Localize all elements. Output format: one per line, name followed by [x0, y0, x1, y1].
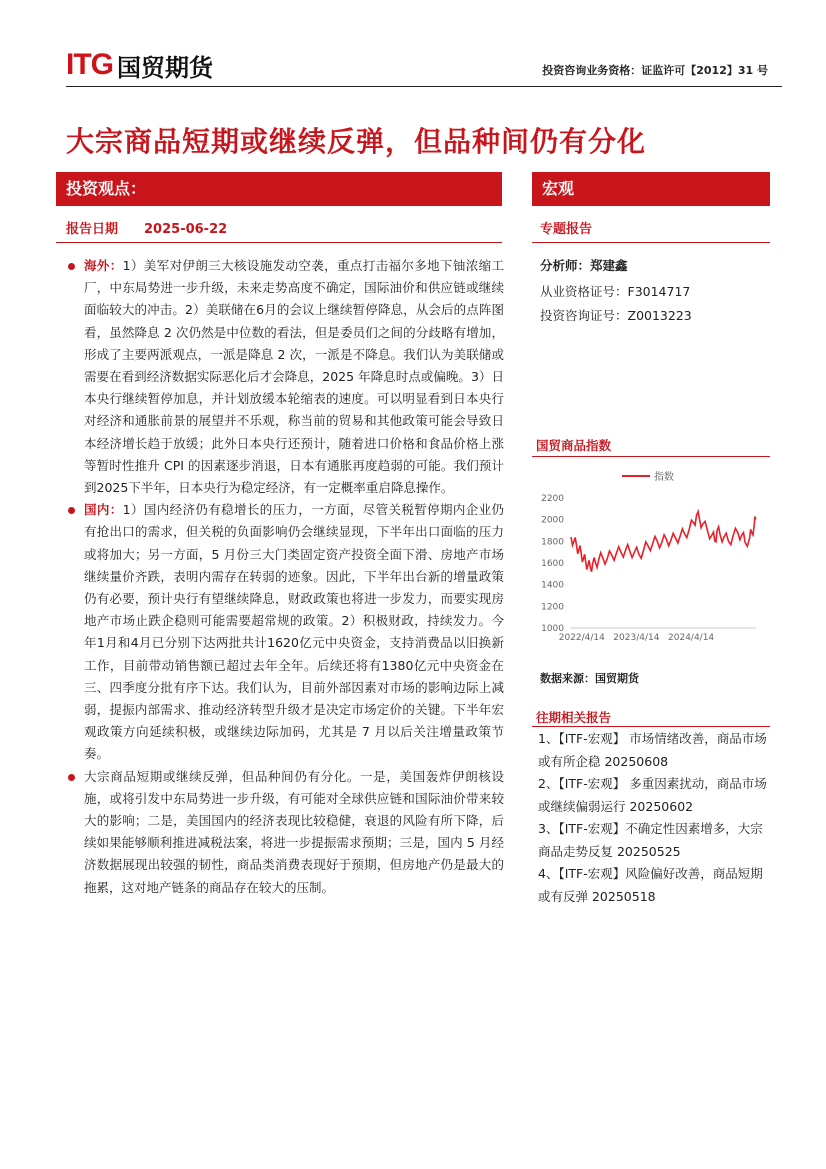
- y-axis: [541, 494, 756, 634]
- y-tick-label: 1000: [541, 624, 564, 634]
- paragraph-domestic: [66, 499, 504, 765]
- related-report-item[interactable]: 2、【ITF-宏观】 多重因素扰动，商品市场或继续偏弱运行 20250602: [538, 776, 767, 814]
- logo-en: ITG: [66, 48, 113, 81]
- x-tick-label: 2023/4/14: [613, 633, 660, 643]
- analyst-name: 分析师：郑建鑫: [540, 258, 628, 273]
- paragraph-label: 海外：: [84, 258, 123, 273]
- chart-section-divider: [532, 456, 770, 457]
- category-bar: 宏观: [532, 172, 770, 206]
- related-reports-title: 往期相关报告: [536, 710, 612, 725]
- x-tick-label: 2024/4/14: [668, 633, 715, 643]
- right-divider: [532, 242, 770, 243]
- company-logo: [66, 48, 213, 82]
- y-tick-label: 2200: [541, 494, 564, 504]
- logo-cn: 国贸期货: [117, 53, 213, 82]
- y-tick-label: 1400: [541, 580, 564, 591]
- related-report-item[interactable]: 4、【ITF-宏观】风险偏好改善，商品短期或有反弹 20250518: [538, 866, 763, 904]
- bullet-icon: [68, 263, 75, 270]
- paragraph-overseas: [66, 255, 504, 499]
- chart-source: 数据来源：国贸期货: [540, 672, 639, 685]
- bullet-icon: [68, 774, 75, 781]
- paragraph-text: 1）美军对伊朗三大核设施发动空袭，重点打击福尔多地下铀浓缩工厂，中东局势进一步升级，未来走势高度不确定，国际油价和供应链或继续面临较大的冲击。2）美联储在6月的会议上继续暂停降息，从会后的点阵图看，虽然降息 2 次仍然是中位数的看法，但是委员们之间的分歧略有增加，形成了主要两派观点，一派是降息 2 次，一派是不降息。我们认为美联储或需要在看到经济数据实际恶化后才会降息，2025 年降息时点或偏晚。3）日本央行继续暂停加息，并计划放缓本轮缩表的速度。可以明显看到日本央行对经济和通胀前景的展望并不乐观，称当前的贸易和其他政策可能会导致日本经济增长趋于放缓；此外日本央行还预计，随着进口价格和食品价格上涨等暂时性推升 CPI 的因素逐步消退，日本有通胀再度趋弱的可能。我们预计到2025下半年，日本央行为稳定经济，有一定概率重启降息操作。: [84, 258, 504, 496]
- report-date-value: 2025-06-22: [144, 222, 228, 237]
- related-report-item[interactable]: 3、【ITF-宏观】不确定性因素增多，大宗商品走势反复 20250525: [538, 821, 763, 859]
- chart-section-title: 国贸商品指数: [536, 438, 612, 453]
- investment-view-bar: 投资观点：: [56, 172, 502, 206]
- paragraph-commodities: [66, 766, 504, 899]
- report-date-row: [66, 218, 227, 237]
- investment-view-body: [66, 255, 504, 899]
- left-divider: [56, 242, 502, 243]
- y-tick-label: 1600: [541, 559, 564, 569]
- report-headline: 大宗商品短期或继续反弹，但品种间仍有分化: [66, 125, 647, 158]
- consulting-cert: 投资咨询证号：Z0013223: [540, 308, 692, 323]
- report-type: 专题报告: [540, 222, 593, 237]
- x-tick-label: 2022/4/14: [558, 633, 605, 643]
- paragraph-label: 国内：: [84, 502, 123, 518]
- y-tick-label: 1800: [541, 537, 564, 548]
- chart-legend: [622, 470, 674, 483]
- legend-label: 指数: [654, 472, 674, 483]
- series-line-index: [571, 512, 756, 572]
- paragraph-text: 大宗商品短期或继续反弹，但品种间仍有分化。一是，美国轰炸伊朗核设施，或将引发中东局势进一步升级，有可能对全球供应链和国际油价带来较大的影响；二是，美国国内的经济表现比较稳健，衰退的风险有所下降，后续如果能够顺利推进减税法案，将进一步提振需求预期；三是，国内 5 月经济数据展现出较强的韧性，商品类消费表现好于预期，但房地产仍是最大的拖累，这对地产链条的商品存在较大的压制。: [84, 768, 504, 895]
- y-tick-label: 1200: [541, 602, 564, 613]
- paragraph-text: 1）国内经济仍有稳增长的压力，一方面，尽管关税暂停期内企业仍有抢出口的需求，但关税的负面影响仍会继续显现，下半年出口面临的压力或将加大；另一方面，5 月份三大门类固定资产投资全面下滑、房地产市场继续量价齐跌，表明内需存在转弱的迹象。因此，下半年出台新的增量政策仍有必要，预计央行有望继续降息，财政政策也将进一步发力，而要实现房地产市场止跌企稳则可能需要超常规的政策。2）积极财政，持续发力。今年1月和4月已分别下达两批共计1620亿元中央资金，支持消费品以旧换新工作，目前带动销售额已超过去年全年。后续还将有1380亿元中央资金在三、四季度分批有序下达。我们认为，目前外部因素对市场的影响边际上减弱，提振内部需求、推动经济转型升级才是决定市场定价的关键。下半年宏观政策方向延续积极，或继续边际加码，尤其是 7 月以后关注增量政策节奏。: [84, 502, 504, 762]
- related-reports-list: [538, 728, 770, 908]
- header-divider: [66, 86, 782, 87]
- x-axis: [559, 633, 715, 643]
- y-tick-label: 2000: [541, 515, 564, 526]
- related-report-item[interactable]: 1、【ITF-宏观】 市场情绪改善，商品市场或有所企稳 20250608: [538, 731, 767, 769]
- related-reports-divider: [532, 726, 770, 727]
- commodity-index-chart: [534, 462, 764, 646]
- report-date-label: 报告日期: [66, 222, 119, 237]
- license-text: 投资咨询业务资格：证监许可【2012】31 号: [542, 64, 768, 77]
- qualification-cert: 从业资格证号：F3014717: [540, 284, 691, 299]
- bullet-icon: [68, 507, 75, 514]
